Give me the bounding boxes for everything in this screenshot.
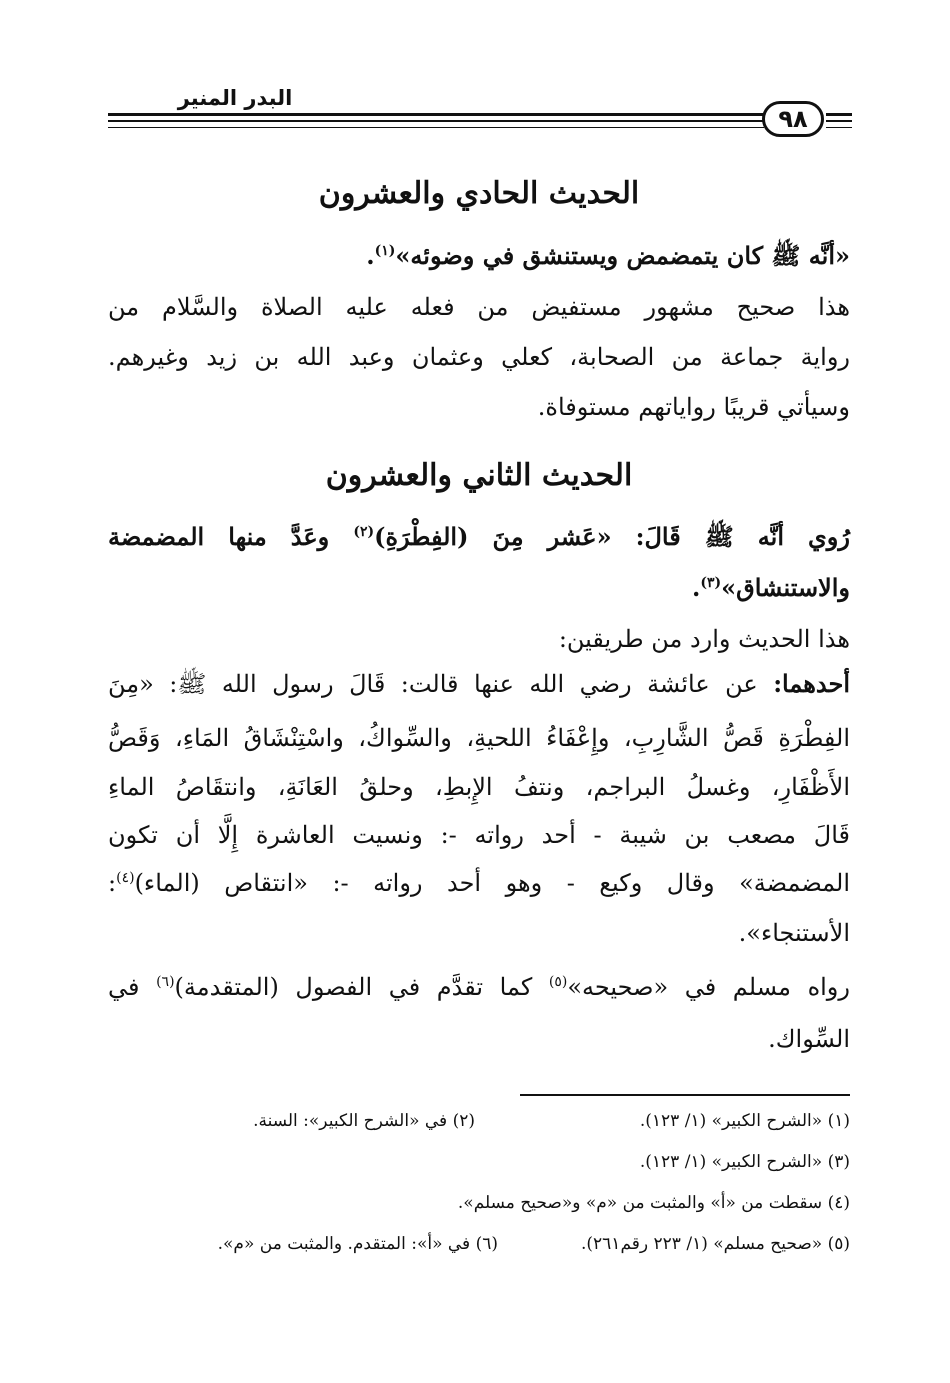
body-line: الأستنجاء». (738, 919, 850, 947)
footnote-separator (520, 1094, 850, 1096)
body-line (108, 664, 850, 704)
body-line: السِّواك. (768, 1025, 850, 1053)
hadith-text: رُوي أنَّه ﷺ قَالَ: «عَشر مِنَ (الفِطْرَةِ) (374, 522, 850, 551)
body-text: رواه مسلم في «صحيحه» (567, 973, 850, 1001)
body-line: الأَظْفَارِ، وغسلُ البراجم، ونتفُ الإِبطِ، وحلقُ العَانَةِ، وانتقَاصُ الماءِ (108, 773, 850, 801)
body-line (108, 517, 850, 557)
body-text: في (108, 973, 157, 1001)
footnote-ref: (٣) (700, 575, 722, 591)
body-text: كما تقدَّم في الفصول (المتقدمة) (174, 973, 549, 1001)
footnote: (٤) سقطت من «أ» والمثبت من «م» و«صحيح مسلم». (457, 1193, 850, 1213)
hadith-text: : (108, 869, 117, 897)
period: . (366, 241, 375, 270)
body-line: رواية جماعة من الصحابة، كعلي وعثمان وعبد الله بن زيد وغيرهم. (108, 343, 850, 371)
hadith-text: وعَدَّ منها المضمضة (108, 522, 354, 551)
body-line: قَالَ مصعب بن شيبة - أحد رواته -: ونسيت العاشرة إِلَّا أن تكون (108, 821, 850, 849)
footnote: (٢) في «الشرح الكبير»: السنة. (253, 1111, 475, 1131)
section-heading: الحديث الثاني والعشرون (325, 458, 633, 493)
body-line: وسيأتي قريبًا رواياتهم مستوفاة. (537, 393, 850, 421)
footnote: (٥) «صحيح مسلم» (١/ ٢٢٣ رقم٢٦١). (581, 1234, 850, 1254)
hadith-quote: «أنَّه ﷺ كان يتمضمض ويستنشق في وضوئه» (395, 241, 850, 270)
section-heading: الحديث الحادي والعشرون (318, 176, 640, 211)
page-number: ٩٨ (762, 101, 824, 137)
footnote: (٦) في «أ»: المتقدم. والمثبت من «م». (217, 1234, 498, 1254)
footnote-ref: (٦) (156, 974, 175, 990)
hadith-text (108, 236, 850, 276)
body-line: هذا صحيح مشهور مستفيض من فعله عليه الصلاة والسَّلام من (108, 293, 850, 321)
header-rule (108, 113, 764, 116)
body-line (108, 568, 850, 608)
body-line (108, 967, 850, 1007)
footnote-ref: (١) (374, 243, 396, 259)
header-rule (108, 120, 764, 122)
header-rule (826, 127, 852, 128)
body-line: الفِطْرَةِ قَصُّ الشَّارِبِ، وإِعْفَاءُ اللحيةِ، والسِّواكُ، واسْتِنْشَاقُ المَاءِ، وَقَصُّ (108, 724, 850, 752)
footnote-ref: (٢) (353, 524, 375, 540)
header-rule (108, 127, 764, 128)
body-line (108, 863, 850, 903)
footnote-ref: (٤) (116, 870, 135, 886)
period: . (691, 573, 701, 602)
hadith-text: المضمضة» وقال وكيع - وهو أحد رواته -: «انتقاص (الماء) (134, 869, 850, 897)
lead-word: أحدهما: (773, 669, 850, 698)
footnote-ref: (٥) (548, 974, 568, 990)
running-title: البدر المنير (177, 86, 293, 110)
body-line: هذا الحديث وارد من طريقين: (558, 625, 850, 653)
footnote: (٣) «الشرح الكبير» (١/ ١٢٣). (639, 1152, 850, 1172)
hadith-text: عن عائشة رضي الله عنها قالت: قَالَ رسول الله ﷺ: «مِنَ (108, 670, 774, 698)
header-rule (826, 113, 852, 116)
header-rule (826, 120, 852, 122)
footnote: (١) «الشرح الكبير» (١/ ١٢٣). (639, 1111, 850, 1131)
hadith-text: والاستنشاق» (721, 573, 850, 602)
